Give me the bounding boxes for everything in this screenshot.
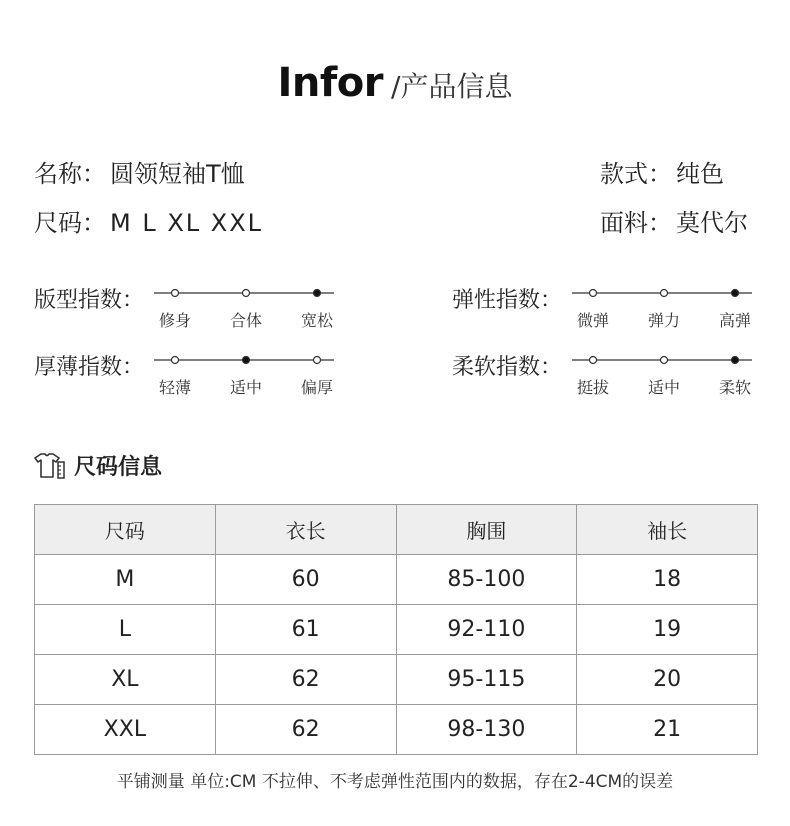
col-header-length: 衣长 [215,505,396,555]
size-section-header [34,450,162,481]
index-thickness [34,350,374,410]
title-chinese: 产品信息 [400,70,513,103]
index-elasticity-scale [572,283,762,303]
tshirt-ruler-icon [34,452,66,480]
cell-size: M [35,555,216,605]
cell-chest: 95-115 [396,655,577,705]
scale-marker [661,290,668,297]
info-name-label: 名称： [34,160,106,188]
title-separator: / [391,70,401,103]
cell-size: XXL [35,705,216,755]
scale-marker-selected [732,357,739,364]
index-elasticity-label: 弹性指数： [452,288,563,313]
index-thickness-tick-1: 轻薄 [158,378,192,397]
size-table-header-row [35,505,758,555]
scale-marker [243,290,250,297]
size-section-title: 尺码信息 [74,455,163,480]
info-fabric-label: 面料： [600,209,672,237]
info-style-label: 款式： [600,160,672,188]
index-fit-scale [154,283,344,303]
cell-chest: 92-110 [396,605,577,655]
title-english: Infor [277,60,383,106]
cell-length: 62 [215,655,396,705]
index-thickness-scale [154,350,344,370]
info-name-value: 圆领短袖T恤 [110,160,245,188]
info-size-value: M L XL XXL [110,209,264,237]
table-row [35,705,758,755]
index-softness-tick-3: 柔软 [718,378,752,397]
info-fabric-value: 莫代尔 [676,209,748,237]
index-softness-tick-2: 适中 [647,378,681,397]
table-row [35,605,758,655]
index-elasticity [452,283,790,343]
info-size-label: 尺码： [34,209,106,237]
cell-length: 61 [215,605,396,655]
scale-marker-selected [314,290,321,297]
info-style [600,154,724,189]
cell-length: 60 [215,555,396,605]
table-row [35,655,758,705]
scale-marker [172,290,179,297]
cell-sleeve: 18 [577,555,758,605]
cell-size: L [35,605,216,655]
measurement-note: 平铺测量 单位:CM 不拉伸、不考虑弹性范围内的数据，存在2-4CM的误差 [116,772,674,792]
info-style-value: 纯色 [676,160,724,188]
scale-marker-selected [732,290,739,297]
table-row [35,555,758,605]
index-fit-tick-1: 修身 [158,311,192,330]
cell-length: 62 [215,705,396,755]
index-softness-scale [572,350,762,370]
cell-sleeve: 20 [577,655,758,705]
index-fit-label: 版型指数： [34,288,145,313]
index-thickness-label: 厚薄指数： [34,355,145,380]
col-header-chest: 胸围 [396,505,577,555]
cell-chest: 85-100 [396,555,577,605]
page-title [0,60,790,106]
info-fabric [600,203,748,238]
cell-chest: 98-130 [396,705,577,755]
index-fit-tick-3: 宽松 [300,311,334,330]
scale-marker-selected [243,357,250,364]
scale-marker [314,357,321,364]
info-name [34,154,245,189]
col-header-size: 尺码 [35,505,216,555]
index-elasticity-tick-2: 弹力 [647,311,681,330]
index-softness-label: 柔软指数： [452,355,563,380]
cell-sleeve: 19 [577,605,758,655]
index-fit [34,283,374,343]
index-thickness-tick-3: 偏厚 [300,378,334,397]
scale-marker [590,357,597,364]
index-elasticity-tick-3: 高弹 [718,311,752,330]
cell-sleeve: 21 [577,705,758,755]
cell-size: XL [35,655,216,705]
index-softness [452,350,790,410]
index-fit-tick-2: 合体 [229,311,263,330]
scale-marker [172,357,179,364]
info-size [34,203,263,238]
scale-marker [590,290,597,297]
index-softness-tick-1: 挺拔 [576,378,610,397]
col-header-sleeve: 袖长 [577,505,758,555]
index-thickness-tick-2: 适中 [229,378,263,397]
index-elasticity-tick-1: 微弹 [576,311,610,330]
size-table [34,504,758,755]
scale-marker [661,357,668,364]
